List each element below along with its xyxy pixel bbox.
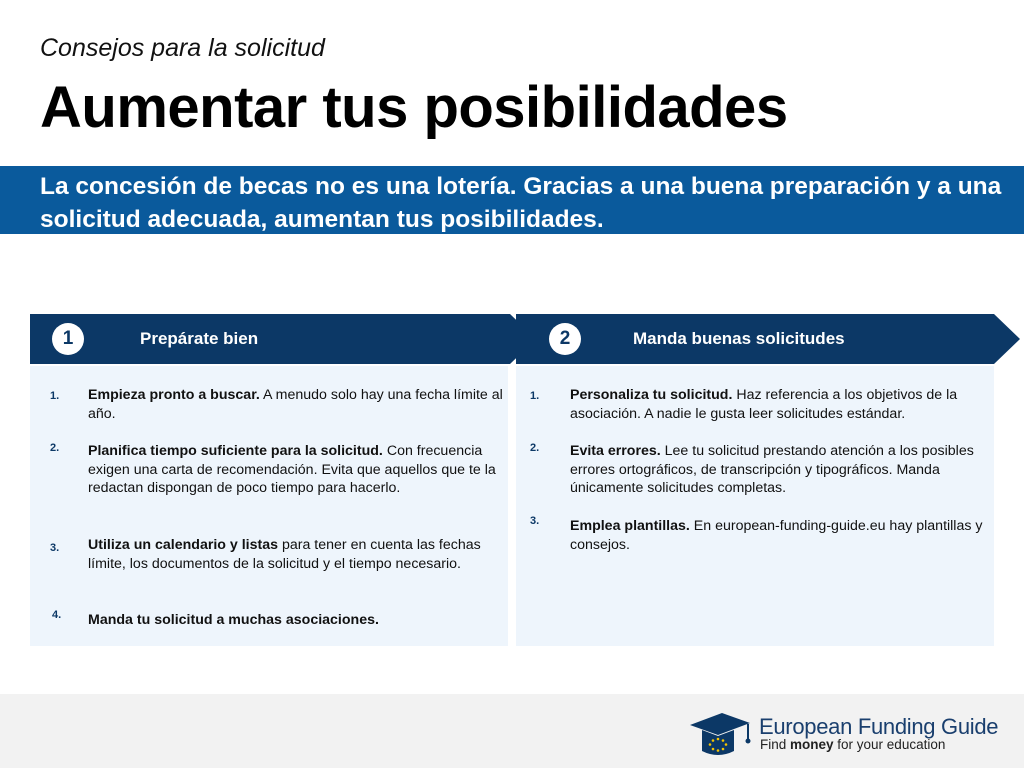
logo-wordmark: European Funding Guide (759, 714, 999, 739)
step-2-number-badge: 2 (549, 323, 581, 355)
list-item-bold: Emplea plantillas. (570, 518, 690, 534)
step-2-panel (516, 366, 994, 646)
list-item-bold: Manda tu solicitud a muchas asociaciones. (88, 612, 379, 628)
list-item-bold: Evita errores. (570, 443, 661, 459)
list-item-text (570, 386, 986, 423)
step-1-header (30, 314, 510, 364)
list-item-text (88, 442, 504, 498)
logo-tagline (760, 737, 945, 752)
list-item-body: A menudo solo hay una fecha límite al año. (88, 387, 503, 422)
list-item-body: Lee tu solicitud prestando atención a los posibles errores ortográficos, de transcripción y tipográficos. Manda únicamente solicitudes completas. (570, 443, 974, 496)
list-item-number: 2. (50, 442, 60, 454)
list-item-text (88, 536, 504, 573)
list-item-number: 1. (50, 390, 60, 402)
list-item-number: 1. (530, 390, 540, 402)
list-item-number: 3. (50, 542, 60, 554)
list-item-body: para tener en cuenta las fechas límite, los documentos de la solicitud y el tiempo necesario. (88, 537, 481, 572)
list-item-number: 2. (530, 442, 540, 454)
list-item-bold: Empieza pronto a buscar. (88, 387, 260, 403)
step-1-number-badge: 1 (52, 323, 84, 355)
list-item-body: Haz referencia a los objetivos de la asociación. A nadie le gusta leer solicitudes estándar. (570, 387, 958, 422)
logo-tagline-bold: money (790, 737, 834, 752)
list-item-text (88, 386, 504, 423)
list-item-bold: Planifica tiempo suficiente para la solicitud. (88, 443, 383, 459)
step-2-header (516, 314, 994, 364)
list-item-number: 3. (530, 515, 540, 527)
list-item-number: 4. (52, 609, 62, 621)
list-item-text (570, 517, 986, 554)
slide-subtitle: Consejos para la solicitud (40, 34, 325, 62)
step-1-label: Prepárate bien (140, 329, 259, 348)
step-2-label: Manda buenas solicitudes (633, 329, 845, 348)
step-1-panel (30, 366, 508, 646)
intro-banner-text: La concesión de becas no es una lotería. Gracias a una buena preparación y a una solicitud adecuada, aumentan tus posibilidades. (40, 173, 1002, 233)
step-2-chevron-arrow (994, 314, 1020, 364)
list-item-bold: Utiliza un calendario y listas (88, 537, 279, 553)
graduation-cap-icon (688, 711, 752, 757)
logo-tagline-suffix: for your education (833, 737, 946, 752)
slide-title: Aumentar tus posibilidades (40, 75, 788, 140)
list-item-body: Con frecuencia exigen una carta de recomendación. Evita que aquellos que te la redactan dispongan de poco tiempo para hacerlo. (88, 443, 496, 496)
list-item-text (88, 611, 504, 630)
list-item-body: En european-funding-guide.eu hay plantillas y consejos. (570, 518, 983, 553)
list-item-bold: Personaliza tu solicitud. (570, 387, 733, 403)
logo-tagline-prefix: Find (760, 737, 791, 752)
list-item-text (570, 442, 986, 498)
